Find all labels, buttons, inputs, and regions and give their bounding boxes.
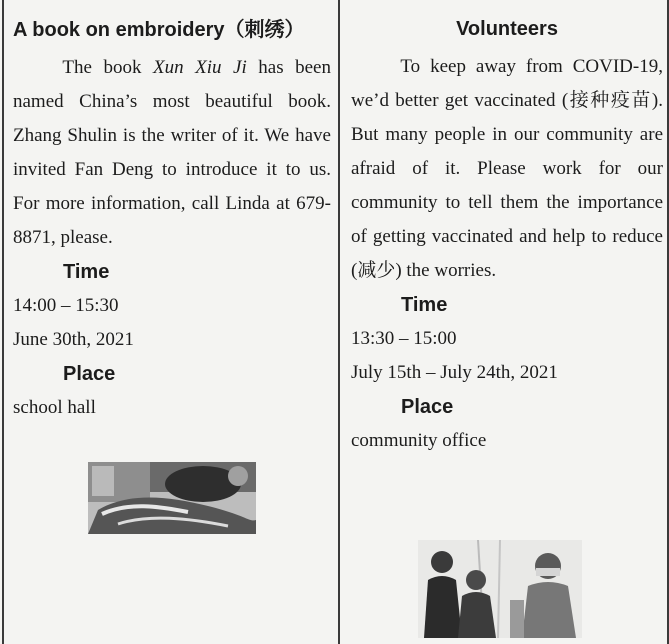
place-label: Place <box>401 396 454 418</box>
time-label: Time <box>401 294 448 316</box>
column-divider <box>338 0 340 644</box>
notice-body <box>13 51 331 255</box>
embroidery-notice <box>13 0 331 644</box>
date-value: July 15th – July 24th, 2021 <box>351 362 558 383</box>
volunteers-photo <box>418 540 582 638</box>
notice-title: Volunteers <box>456 18 558 40</box>
place-label: Place <box>63 363 116 385</box>
body-text-start: The book <box>62 57 153 78</box>
time-label: Time <box>63 261 110 283</box>
place-value: community office <box>351 430 487 451</box>
date-value: June 30th, 2021 <box>13 329 134 350</box>
notice-title: A book on embroidery（刺绣） <box>13 19 305 41</box>
place-value: school hall <box>13 397 96 418</box>
notice-body: To keep away from COVID-19, we’d better get vaccinated (接种疫苗). But many people in our community are afraid of it. Please work for our community to tell them the importance of getting vaccinated and help to reduce (减少) the worries. <box>351 56 663 281</box>
body-text-end: has been named China’s most beautiful book. Zhang Shulin is the writer of it. We have invited Fan Deng to introduce it to us. For more information, call Linda at 679-8871, please. <box>13 57 331 248</box>
time-value: 14:00 – 15:30 <box>13 295 119 316</box>
left-border <box>2 0 4 644</box>
embroidery-photo <box>88 462 256 534</box>
time-value: 13:30 – 15:00 <box>351 328 457 349</box>
book-title: Xun Xiu Ji <box>152 57 247 78</box>
